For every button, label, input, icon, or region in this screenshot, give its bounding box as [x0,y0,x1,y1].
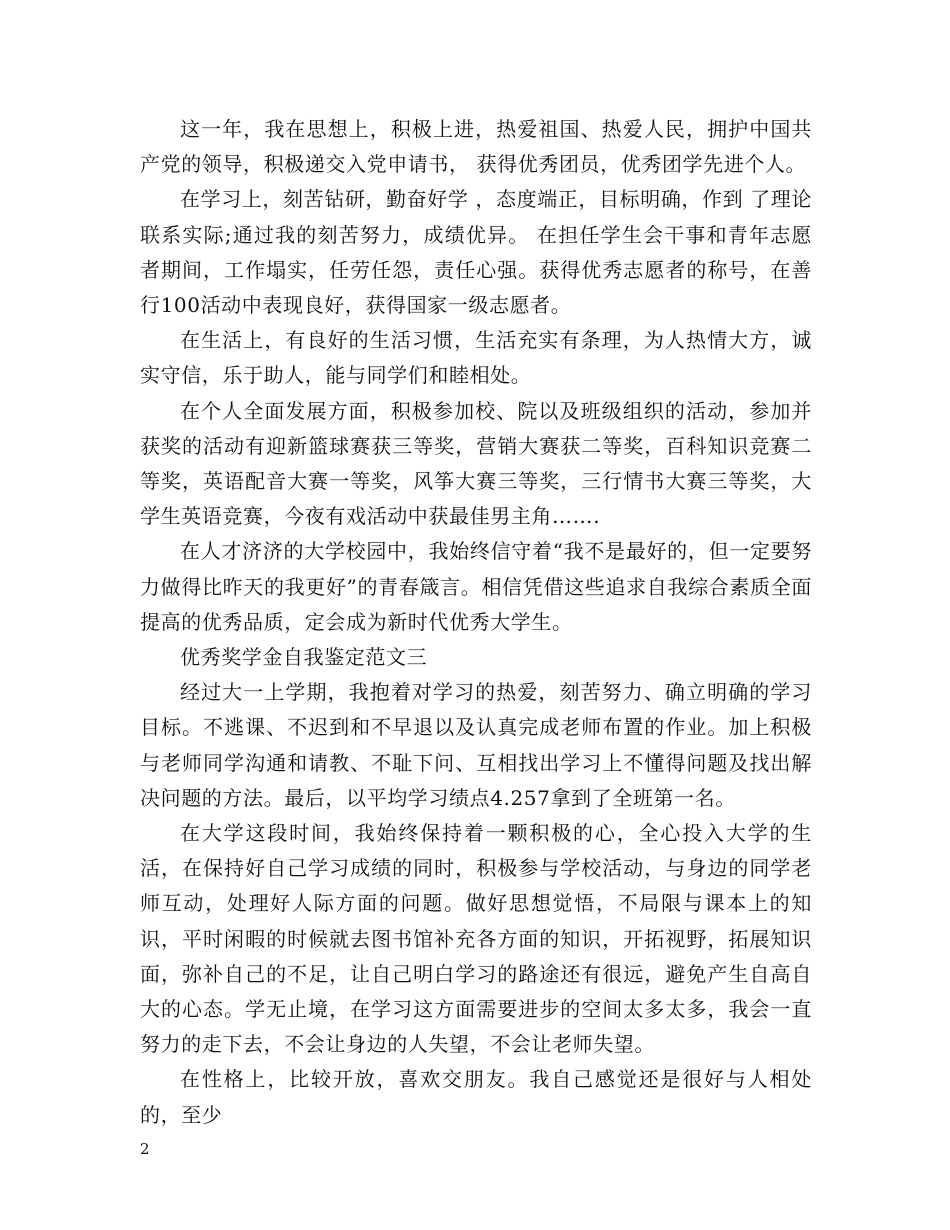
paragraph-study: 在学习上，刻苦钻研，勤奋好学 ，态度端正，目标明确，作到 了理论联系实际;通过我的刻苦努力，成绩优异。 在担任学生会干事和青年志愿者期间，工作塌实，任劳任怨，责任心强。获得优秀志愿者的称号，在善行100活动中表现良好，获得国家一级志愿者。 [140,187,812,318]
paragraph-university-time: 在大学这段时间，我始终保持着一颗积极的心，全心投入大学的生活，在保持好自己学习成绩的同时，积极参与学校活动，与身边的同学老师互动，处理好人际方面的问题。做好思想觉悟，不局限与课本上的知识，平时闲暇的时候就去图书馆补充各方面的知识，开拓视野，拓展知识面，弥补自己的不足，让自己明白学习的路途还有很远，避免产生自高自大的心态。学无止境，在学习这方面需要进步的空间太多太多，我会一直努力的走下去，不会让身边的人失望，不会让老师失望。 [140,821,812,1057]
paragraph-activities: 在个人全面发展方面，积极参加校、院以及班级组织的活动，参加并获奖的活动有迎新篮球赛获三等奖，营销大赛获二等奖，百科知识竞赛二等奖，英语配音大赛一等奖，风筝大赛三等奖，三行情书大赛三等奖，大学生英语竞赛，今夜有戏活动中获最佳男主角……. [140,398,812,529]
page-number: 2 [140,1140,150,1158]
paragraph-life: 在生活上，有良好的生活习惯，生活充实有条理，为人热情大方，诚实守信，乐于助人，能与同学们和睦相处。 [140,328,812,388]
paragraph-motto: 在人才济济的大学校园中，我始终信守着“我不是最好的，但一定要努力做得比昨天的我更好”的青春箴言。相信凭借这些追求自我综合素质全面提高的优秀品质，定会成为新时代优秀大学生。 [140,539,812,634]
paragraph-thoughts: 这一年，我在思想上，积极上进，热爱祖国、热爱人民，拥护中国共产党的领导，积极递交入党申请书， 获得优秀团员，优秀团学先进个人。 [140,117,812,177]
section-heading: 优秀奖学金自我鉴定范文三 [180,645,428,670]
document-body [140,112,812,1133]
paragraph-personality: 在性格上，比较开放，喜欢交朋友。我自己感觉还是很好与人相处的，至少 [140,1067,812,1127]
paragraph-first-semester: 经过大一上学期，我抱着对学习的热爱，刻苦努力、确立明确的学习目标。不逃课、不迟到和不早退以及认真完成老师布置的作业。加上积极与老师同学沟通和请教、不耻下问、互相找出学习上不懂得问题及找出解决问题的方法。最后，以平均学习绩点4.257拿到了全班第一名。 [140,680,812,810]
